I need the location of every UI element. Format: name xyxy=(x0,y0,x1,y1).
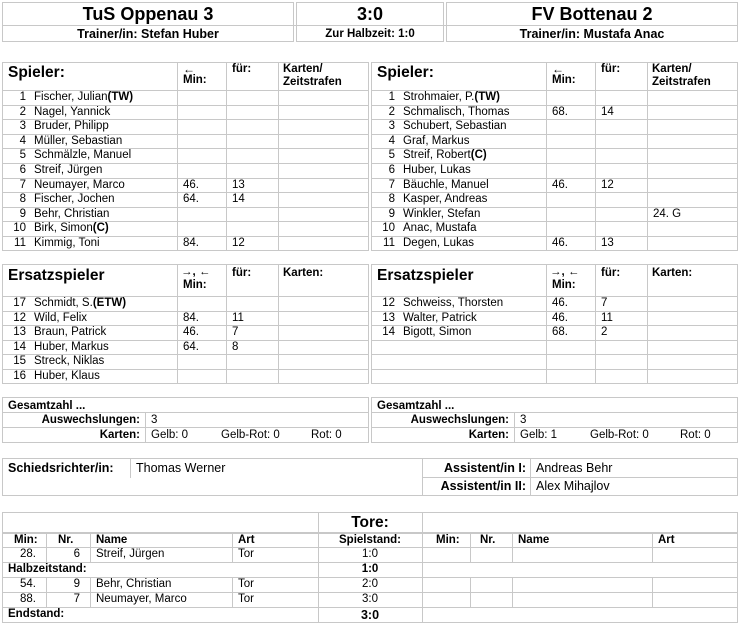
home-auswechslungen-label: Auswechslungen: xyxy=(41,414,140,426)
player-number: 5 xyxy=(19,149,26,162)
player-row xyxy=(371,90,738,105)
away-trainer: Trainer/in: Mustafa Anac xyxy=(519,27,665,41)
sub-for: 8 xyxy=(232,340,239,353)
away-auswechslungen-label: Auswechslungen: xyxy=(410,414,509,426)
grid-line xyxy=(90,547,91,562)
grid-line xyxy=(371,427,738,428)
player-number: 9 xyxy=(19,207,26,220)
grid-line xyxy=(371,340,738,341)
grid-line xyxy=(652,577,653,592)
sub-name: Wild, Felix xyxy=(34,311,88,324)
player-number: 10 xyxy=(13,222,26,235)
assistant1-label: Assistent/in I: xyxy=(444,461,526,475)
home-min-arrow-icon: ← xyxy=(183,62,195,76)
home-fuer-header: für: xyxy=(232,63,252,75)
grid-line xyxy=(470,592,471,607)
home-red-count: Rot: 0 xyxy=(311,429,342,441)
player-name: Behr, Christian xyxy=(34,207,110,220)
sub-number: 13 xyxy=(13,326,26,339)
home-karten-header: Karten/ Zeitstrafen xyxy=(283,63,342,88)
player-number: 3 xyxy=(388,120,395,133)
sub-number: 14 xyxy=(382,326,395,339)
player-number: 8 xyxy=(19,193,26,206)
away-ersatz-heading: Ersatzspieler xyxy=(377,267,474,284)
sub-minute: 64. xyxy=(183,340,199,353)
player-name: Graf, Markus xyxy=(403,134,470,147)
home-karten-total-label: Karten: xyxy=(99,429,140,441)
player-row xyxy=(371,236,738,251)
sub-for: 11 xyxy=(232,311,244,324)
away-sub-karten-header: Karten: xyxy=(652,267,693,279)
substitute-row xyxy=(371,296,738,311)
substitute-row xyxy=(2,296,369,311)
grid-line xyxy=(512,592,513,607)
player-sub-for: 12 xyxy=(232,237,245,249)
sub-minute: 84. xyxy=(183,311,199,324)
away-yellowred-count: Gelb-Rot: 0 xyxy=(590,429,649,441)
assistant2-label: Assistent/in II: xyxy=(440,479,526,493)
sub-for: 2 xyxy=(601,326,608,339)
player-name: Kimmig, Toni xyxy=(34,237,100,249)
player-row xyxy=(371,134,738,149)
grid-line xyxy=(2,427,369,428)
away-karten-total-label: Karten: xyxy=(468,429,509,441)
grid-line xyxy=(46,533,47,547)
player-name: Streif, Robert(C) xyxy=(403,149,487,162)
home-trainer: Trainer/in: Stefan Huber xyxy=(77,27,219,41)
substitute-row xyxy=(2,340,369,355)
grid-line xyxy=(232,577,233,592)
away-gesamtzahl-label: Gesamtzahl ... xyxy=(377,400,455,412)
player-name: Bäuchle, Manuel xyxy=(403,178,489,191)
goal-nr-header: Nr. xyxy=(58,534,74,546)
grid-line xyxy=(512,547,513,562)
player-sub-minute: 84. xyxy=(183,237,199,249)
goal-running-score: 3:0 xyxy=(362,593,378,605)
grid-line xyxy=(470,577,471,592)
grid-line xyxy=(232,547,233,562)
grid-line xyxy=(652,533,653,547)
goal-player-name: Behr, Christian xyxy=(96,578,172,590)
player-row xyxy=(2,163,369,178)
player-row xyxy=(2,207,369,222)
sub-for: 7 xyxy=(601,297,608,309)
home-gesamtzahl-label: Gesamtzahl ... xyxy=(8,400,86,412)
sub-minute: 46. xyxy=(552,297,568,309)
sub-minute: 46. xyxy=(183,326,199,339)
player-sub-for: 14 xyxy=(601,105,614,118)
tore-heading: Tore: xyxy=(351,514,389,531)
player-number: 9 xyxy=(388,207,395,220)
player-name: Schmälzle, Manuel xyxy=(34,149,132,162)
sub-name: Walter, Patrick xyxy=(403,311,477,324)
player-row xyxy=(2,134,369,149)
player-name: Streif, Jürgen xyxy=(34,164,103,176)
sub-name: Braun, Patrick xyxy=(34,326,107,339)
spielstand-header: Spielstand: xyxy=(339,534,401,546)
goal-type: Tor xyxy=(238,593,254,605)
grid-line xyxy=(145,412,146,443)
away-karten-header: Karten/ Zeitstrafen xyxy=(652,63,711,88)
player-number: 4 xyxy=(388,134,395,147)
player-name: Fischer, Julian(TW) xyxy=(34,91,134,103)
substitute-row xyxy=(2,354,369,369)
player-number: 1 xyxy=(388,91,395,103)
assistant1-name: Andreas Behr xyxy=(536,461,613,475)
goal-player-number: 6 xyxy=(73,548,80,560)
player-row xyxy=(371,221,738,236)
sub-number: 15 xyxy=(13,355,26,368)
away-auswechslungen-count: 3 xyxy=(520,414,527,426)
home-yellowred-count: Gelb-Rot: 0 xyxy=(221,429,280,441)
player-row xyxy=(371,148,738,163)
grid-line xyxy=(512,577,513,592)
halftime-score: Zur Halbzeit: 1:0 xyxy=(325,28,415,40)
player-number: 11 xyxy=(14,237,26,249)
home-team-name: TuS Oppenau 3 xyxy=(82,4,214,24)
player-row xyxy=(371,163,738,178)
sub-for: 7 xyxy=(232,326,239,339)
grid-line xyxy=(512,533,513,547)
goal-player-number: 7 xyxy=(73,593,80,605)
player-number: 7 xyxy=(19,178,26,191)
player-row xyxy=(2,119,369,134)
goal-running-score: 1:0 xyxy=(362,548,378,560)
player-name: Schubert, Sebastian xyxy=(403,120,507,133)
grid-line xyxy=(90,592,91,607)
away-goal-art-header: Art xyxy=(658,534,675,546)
sub-name: Bigott, Simon xyxy=(403,326,472,339)
player-name: Bruder, Philipp xyxy=(34,120,109,133)
halbzeitstand-label: Halbzeitstand: xyxy=(8,563,87,575)
player-sub-minute: 46. xyxy=(183,178,199,191)
sub-name: Huber, Markus xyxy=(34,340,109,353)
player-name: Fischer, Jochen xyxy=(34,193,115,206)
grid-line xyxy=(90,577,91,592)
sub-number: 16 xyxy=(13,370,26,382)
substitute-row xyxy=(2,311,369,326)
player-row xyxy=(2,148,369,163)
away-min-arrow-icon: ← xyxy=(552,62,564,76)
home-auswechslungen-count: 3 xyxy=(151,414,158,426)
goal-name-header: Name xyxy=(96,534,128,546)
goal-type: Tor xyxy=(238,578,254,590)
home-sub-karten-header: Karten: xyxy=(283,267,324,279)
sub-name: Streck, Niklas xyxy=(34,355,105,368)
away-sub-min-header: Min: xyxy=(552,279,576,291)
sub-name: Schmidt, S.(ETW) xyxy=(34,297,127,309)
player-card: 24. G xyxy=(653,207,682,220)
sub-minute: 68. xyxy=(552,326,568,339)
grid-line xyxy=(514,412,515,443)
player-number: 11 xyxy=(383,237,395,249)
player-name: Kasper, Andreas xyxy=(403,193,488,206)
away-team-name: FV Bottenau 2 xyxy=(531,4,653,24)
away-yellow-count: Gelb: 1 xyxy=(520,429,558,441)
referee-label: Schiedsrichter/in: xyxy=(8,461,114,475)
home-sub-min-header: Min: xyxy=(183,279,207,291)
player-sub-minute: 68. xyxy=(552,105,568,118)
player-row xyxy=(371,207,738,222)
player-number: 1 xyxy=(19,91,26,103)
substitute-row xyxy=(371,325,738,340)
goal-type: Tor xyxy=(238,548,254,560)
endstand-label: Endstand: xyxy=(8,608,65,620)
player-name: Nagel, Yannick xyxy=(34,105,111,118)
player-row xyxy=(2,236,369,251)
goal-player-name: Neumayer, Marco xyxy=(96,593,187,605)
away-red-count: Rot: 0 xyxy=(680,429,711,441)
away-goal-nr-header: Nr. xyxy=(480,534,496,546)
player-sub-minute: 46. xyxy=(552,237,568,249)
sub-name: Schweiss, Thorsten xyxy=(403,297,504,309)
player-row xyxy=(371,119,738,134)
player-name: Müller, Sebastian xyxy=(34,134,123,147)
player-sub-minute: 46. xyxy=(552,178,568,191)
home-min-header: Min: xyxy=(183,74,207,86)
player-row xyxy=(2,221,369,236)
grid-line xyxy=(470,533,471,547)
away-goal-name-header: Name xyxy=(518,534,550,546)
player-sub-for: 13 xyxy=(601,237,614,249)
player-name: Birk, Simon(C) xyxy=(34,222,109,235)
assistant2-name: Alex Mihajlov xyxy=(536,479,610,493)
player-sub-for: 14 xyxy=(232,193,245,206)
goal-player-number: 9 xyxy=(73,578,80,590)
sub-number: 12 xyxy=(382,297,395,309)
grid-line xyxy=(232,592,233,607)
player-sub-for: 12 xyxy=(601,178,614,191)
home-sub-arrows-icon: →, ← xyxy=(181,266,211,278)
grid-line xyxy=(470,547,471,562)
final-score: 3:0 xyxy=(356,4,383,24)
substitute-row xyxy=(371,311,738,326)
player-row xyxy=(2,105,369,120)
player-number: 2 xyxy=(388,105,395,118)
grid-line xyxy=(232,533,233,547)
player-row xyxy=(2,192,369,207)
grid-line xyxy=(652,547,653,562)
away-sub-fuer-header: für: xyxy=(601,267,621,279)
substitute-row xyxy=(2,325,369,340)
away-fuer-header: für: xyxy=(601,63,621,75)
player-number: 4 xyxy=(19,134,26,147)
home-yellow-count: Gelb: 0 xyxy=(151,429,189,441)
player-name: Huber, Lukas xyxy=(403,164,471,176)
away-sub-arrows-icon: →, ← xyxy=(550,266,580,278)
player-name: Strohmaier, P.(TW) xyxy=(403,91,500,103)
player-number: 5 xyxy=(388,149,395,162)
goal-minute: 28. xyxy=(20,548,36,560)
grid-line xyxy=(371,369,738,370)
away-spieler-heading: Spieler: xyxy=(377,64,434,81)
player-name: Anac, Mustafa xyxy=(403,222,477,235)
player-name: Schmalisch, Thomas xyxy=(403,105,510,118)
grid-line xyxy=(652,592,653,607)
player-row xyxy=(2,90,369,105)
sub-number: 14 xyxy=(13,340,26,353)
goal-min-header: Min: xyxy=(14,534,38,546)
sub-number: 17 xyxy=(13,297,26,309)
grid-line xyxy=(371,354,738,355)
goal-art-header: Art xyxy=(238,534,255,546)
sub-for: 11 xyxy=(601,311,613,324)
sub-minute: 46. xyxy=(552,311,568,324)
substitute-row xyxy=(2,369,369,384)
halbzeitstand-value: 1:0 xyxy=(361,563,379,575)
player-sub-for: 13 xyxy=(232,178,245,191)
grid-line xyxy=(2,412,369,413)
home-ersatz-heading: Ersatzspieler xyxy=(8,267,105,284)
player-row xyxy=(371,105,738,120)
goal-minute: 54. xyxy=(20,578,36,590)
away-min-header: Min: xyxy=(552,74,576,86)
player-row xyxy=(2,178,369,193)
goal-running-score: 2:0 xyxy=(362,578,378,590)
sub-number: 12 xyxy=(13,311,26,324)
player-number: 3 xyxy=(19,120,26,133)
player-row xyxy=(371,192,738,207)
home-sub-fuer-header: für: xyxy=(232,267,252,279)
goal-minute: 88. xyxy=(20,593,36,605)
home-spieler-heading: Spieler: xyxy=(8,64,65,81)
player-number: 7 xyxy=(388,178,395,191)
player-number: 2 xyxy=(19,105,26,118)
grid-line xyxy=(90,533,91,547)
away-goal-min-header: Min: xyxy=(436,534,460,546)
player-sub-minute: 64. xyxy=(183,193,199,206)
player-number: 6 xyxy=(19,164,26,176)
grid-line xyxy=(371,412,738,413)
player-name: Winkler, Stefan xyxy=(403,207,481,220)
referee-name: Thomas Werner xyxy=(136,461,226,475)
player-number: 8 xyxy=(388,193,395,206)
player-row xyxy=(371,178,738,193)
goal-player-name: Streif, Jürgen xyxy=(96,548,165,560)
player-number: 6 xyxy=(388,164,395,176)
sub-number: 13 xyxy=(382,311,395,324)
sub-name: Huber, Klaus xyxy=(34,370,100,382)
player-number: 10 xyxy=(382,222,395,235)
player-name: Degen, Lukas xyxy=(403,237,474,249)
endstand-value: 3:0 xyxy=(360,608,380,622)
player-name: Neumayer, Marco xyxy=(34,178,125,191)
